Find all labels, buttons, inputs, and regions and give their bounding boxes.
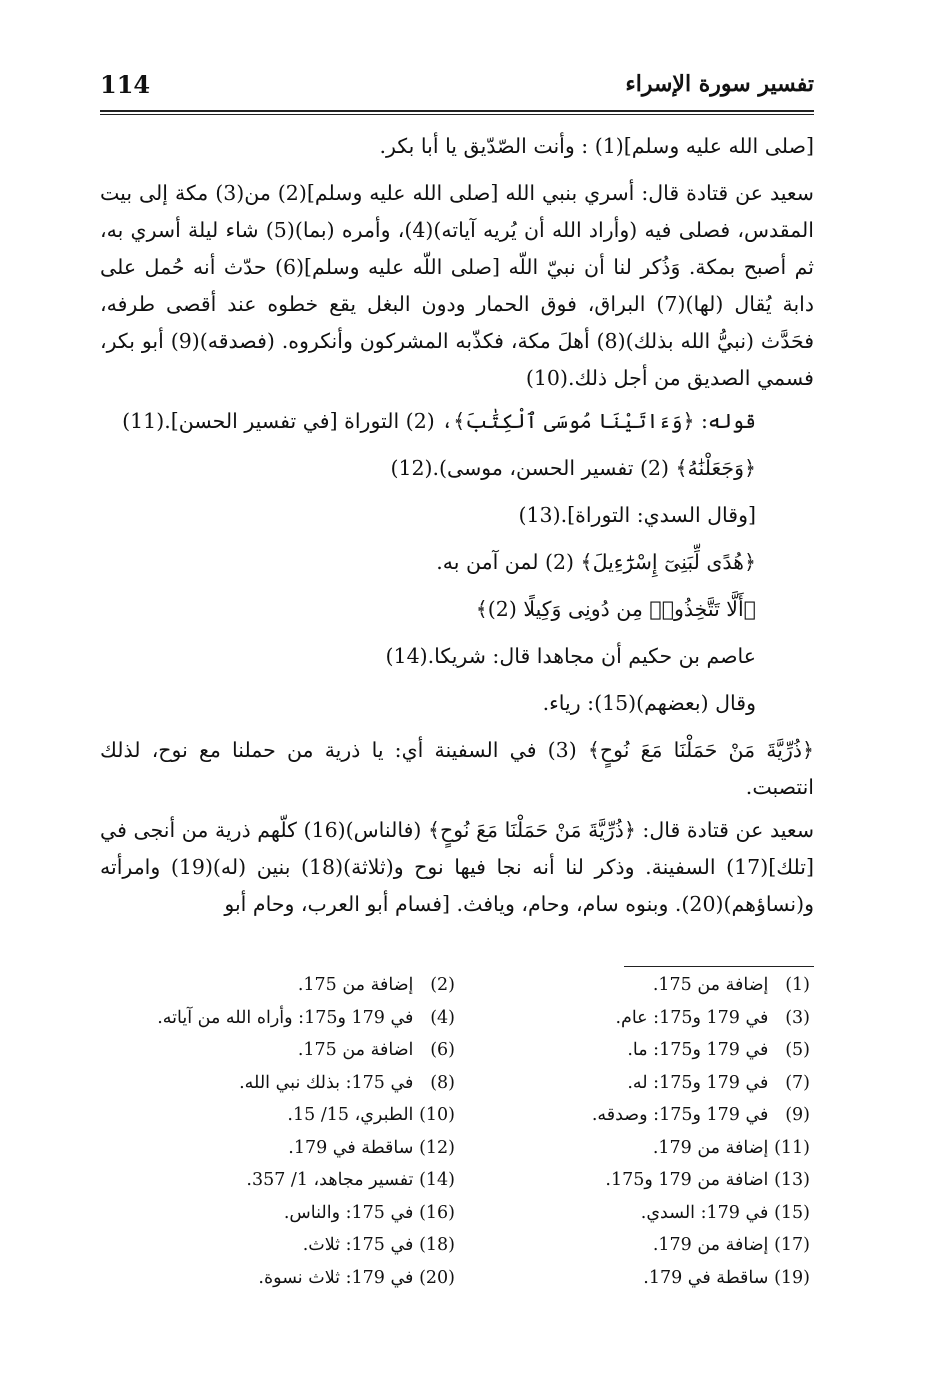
footnote: (12) ساقطة في 179. bbox=[288, 1137, 455, 1158]
footnote: (11) إضافة من 179. bbox=[652, 1137, 810, 1158]
footnote: (5) في 179 و175: ما. bbox=[627, 1040, 810, 1060]
footnote: (7) في 179 و175: له. bbox=[627, 1072, 810, 1093]
page-number: 114 bbox=[100, 69, 151, 99]
footnote: (2) إضافة من 175. bbox=[297, 975, 455, 995]
page-header bbox=[100, 64, 814, 104]
paragraph: [صلى الله عليه وسلم](1) : وأنت الصّدّيق يا أبا بكر. bbox=[379, 134, 814, 158]
header-rule bbox=[100, 110, 814, 115]
footnote: (14) تفسير مجاهد، 1/ 357. bbox=[246, 1170, 455, 1190]
footnote: (15) في 179: السدي. bbox=[640, 1202, 810, 1223]
footnotes bbox=[120, 975, 810, 1300]
paragraph: ﴿أَلَّا تَتَّخِذُوا۟ مِن دُونِى وَكِيلًا (2)﴾ bbox=[475, 597, 756, 621]
main-text bbox=[100, 128, 814, 929]
footnote: (16) في 175: والناس. bbox=[283, 1202, 455, 1223]
paragraph: ﴿هُدًى لِّبَنِىٓ إِسْرَٰٓءِيلَ﴾ (2) لمن آمن به. bbox=[436, 550, 756, 574]
footnote: (19) ساقطة في 179. bbox=[643, 1267, 810, 1288]
paragraph: قوله: ﴿وَءَاتَيْنَا مُوسَى ٱلْكِتَٰبَ﴾، (2) التوراة [في تفسير الحسن].(11) bbox=[122, 409, 756, 433]
paragraph: عاصم بن حكيم أن مجاهدا قال: شريكا.(14) bbox=[385, 644, 756, 668]
footnote-rule bbox=[624, 966, 814, 967]
footnote: (10) الطبري، 15/ 15. bbox=[287, 1105, 455, 1125]
footnote: (13) اضافة من 179 و175. bbox=[605, 1170, 810, 1190]
footnote: (8) في 175: بذلك نبي الله. bbox=[239, 1072, 455, 1093]
footnote: (4) في 179 و175: وأراه الله من آياته. bbox=[157, 1007, 455, 1028]
footnote: (17) إضافة من 179. bbox=[652, 1235, 810, 1255]
footnote: (20) في 179: ثلاث نسوة. bbox=[258, 1267, 455, 1288]
footnote: (3) في 179 و175: عام. bbox=[615, 1007, 810, 1028]
footnote: (6) اضافة من 175. bbox=[297, 1040, 455, 1060]
paragraph: ﴿وَجَعَلْنَٰهُ﴾ (2) تفسير الحسن، موسى).(12) bbox=[390, 456, 756, 480]
footnote: (9) في 179 و175: وصدقه. bbox=[591, 1105, 810, 1125]
footnote: (18) في 175: ثلاث. bbox=[302, 1235, 455, 1255]
paragraph: وقال (بعضهم)(15): رياء. bbox=[542, 691, 756, 715]
running-title: تفسير سورة الإسراء bbox=[625, 71, 814, 97]
footnote: (1) إضافة من 175. bbox=[652, 975, 810, 995]
paragraph: سعيد عن قتادة قال: ﴿ذُرِّيَّةَ مَنْ حَمَلْنَا مَعَ نُوحٍ﴾ (فالناس)(16) كلّهم ذرية من أنجى في [تلك](17) السفينة. وذكر لنا أنه نجا فيها نوح و(ثلاثة)(18) بنين (له)(19) وامرأته و(نساؤهم)(20). وبنوه سام، وحام، ويافث. [فسام أبو العرب، وحام أبو bbox=[100, 818, 815, 916]
paragraph: ﴿ذُرِّيَّةَ مَنْ حَمَلْنَا مَعَ نُوحٍ﴾ (3) في السفينة أي: يا ذرية من حملنا مع نوح، لذلك انتصبت. bbox=[100, 738, 815, 799]
paragraph: سعيد عن قتادة قال: أسري بنبي الله [صلى الله عليه وسلم](2) من(3) مكة إلى بيت المقدس، فصلى فيه (وأراد الله أن يُريه آياته)(4)، وأمره (بما)(5) شاء ليلة أسري به، ثم أصبح بمكة. وَذُكر لنا أن نبيّ اللّه [صلى اللّه عليه وسلم](6) حدّث أنه حُمل على دابة يُقال (لها)(7) البراق، فوق الحمار ودون البغل يقع خطوه عند أقصى طرفه، فحَدَّث (نبيُّ الله بذلك)(8) أهلَ مكة، فكذّبه المشركون وأنكروه. (فصدقه)(9) أبو بكر، فسمي الصديق من أجل ذلك.(10) bbox=[100, 181, 815, 390]
paragraph: [وقال السدي: التوراة].(13) bbox=[518, 503, 756, 527]
